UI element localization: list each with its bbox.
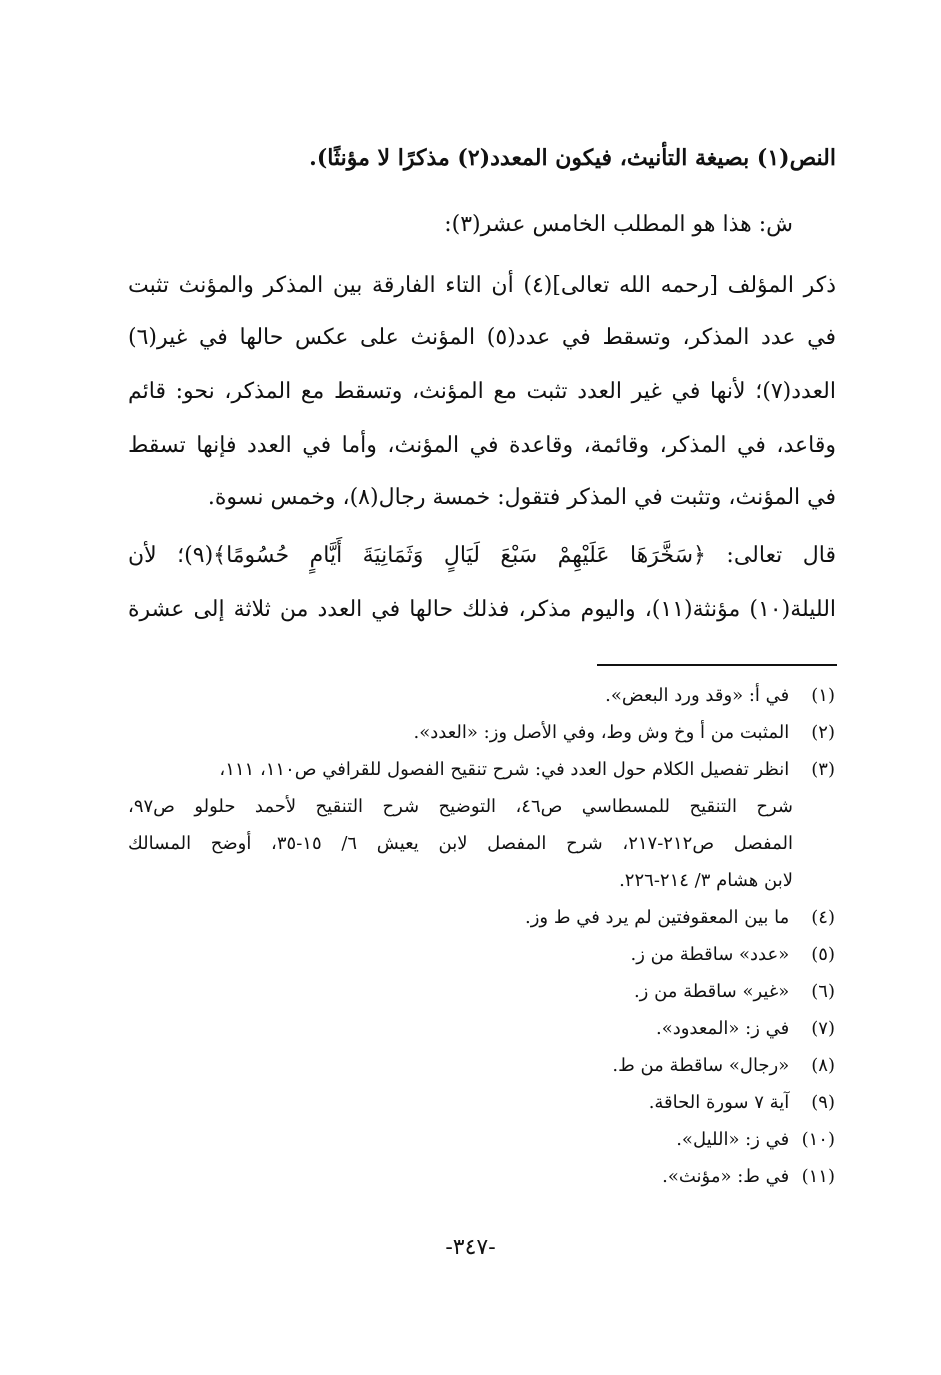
footnote-number: (٥) xyxy=(811,944,835,965)
footnote-text: في أ: «وقد ورد البعض». xyxy=(605,685,790,706)
footnote-9 xyxy=(649,1088,835,1118)
footnote-text: «عدد» ساقطة من ز. xyxy=(630,944,790,965)
footnote-text: «رجال» ساقطة من ط. xyxy=(612,1055,790,1076)
body-line-1: النص(١) بصيغة التأنيث، فيكون المعدد(٢) مذكرًا لا مؤنثًا). xyxy=(309,145,836,171)
body-line-9: الليلة(١٠) مؤنثة(١١)، واليوم مذكر، فذلك حالها في العدد من ثلاثة إلى عشرة xyxy=(128,597,836,622)
footnote-8 xyxy=(612,1051,835,1081)
footnote-number: (١) xyxy=(811,685,835,706)
footnote-number: (٢) xyxy=(811,722,835,743)
body-line-5: العدد(٧)؛ لأنها في غير العدد تثبت مع المؤنث، وتسقط مع المذكر، نحو: قائم xyxy=(128,379,836,404)
footnote-3-line-3: المفصل ص٢١٢-٢١٧، شرح المفصل لابن يعيش ٦/ ١٥-٣٥، أوضح المسالك xyxy=(128,833,793,854)
footnote-10 xyxy=(676,1125,835,1155)
footnote-text: انظر تفصيل الكلام حول العدد في: شرح تنقيح الفصول للقرافي ص١١٠، ١١١، xyxy=(219,759,790,780)
footnote-number: (٦) xyxy=(811,981,835,1002)
footnote-number: (٨) xyxy=(811,1055,835,1076)
footnote-number: (١١) xyxy=(801,1166,835,1187)
footnote-number: (١٠) xyxy=(801,1129,835,1150)
footnote-3-line-4: لابن هشام ٣/ ٢١٤-٢٢٦. xyxy=(619,870,793,891)
footnote-number: (٧) xyxy=(811,1018,835,1039)
footnote-6 xyxy=(634,977,835,1007)
footnote-5 xyxy=(631,940,835,970)
body-line-8: قال تعالى: ﴿سَخَّرَهَا عَلَيْهِمْ سَبْعَ لَيَالٍ وَثَمَانِيَةَ أَيَّامٍ حُسُومًا﴾(٩)؛ لأن xyxy=(128,543,836,568)
body-line-4: في عدد المذكر، وتسقط في عدد(٥) المؤنث على عكس حالها في غير(٦) xyxy=(128,325,836,350)
footnote-text: في ز: «المعدود». xyxy=(655,1018,790,1039)
footnote-number: (٣) xyxy=(811,759,835,780)
footnote-7 xyxy=(656,1014,835,1044)
page-number: -٣٤٧- xyxy=(445,1235,496,1260)
footnote-text: «غير» ساقطة من ز. xyxy=(633,981,790,1002)
footnote-1 xyxy=(605,681,835,711)
footnote-number: (٩) xyxy=(811,1092,835,1113)
body-line-6: وقاعد، في المذكر، وقائمة، وقاعدة في المؤنث، وأما في العدد فإنها تسقط xyxy=(128,433,836,458)
footnote-separator xyxy=(597,664,837,666)
body-line-3: ذكر المؤلف [رحمه الله تعالى](٤) أن التاء الفارقة بين المذكر والمؤنث تثبت xyxy=(128,273,836,298)
body-line-2: ش: هذا هو المطلب الخامس عشر(٣): xyxy=(444,212,793,237)
footnote-2 xyxy=(414,718,835,748)
footnote-text: المثبت من أ وخ وش وط، وفي الأصل وز: «العدد». xyxy=(413,722,790,743)
footnote-11 xyxy=(662,1162,835,1192)
body-line-7: في المؤنث، وتثبت في المذكر فتقول: خمسة رجال(٨)، وخمس نسوة. xyxy=(207,485,836,510)
footnote-4 xyxy=(525,903,835,933)
footnote-3 xyxy=(219,755,835,785)
footnote-text: آية ٧ سورة الحاقة. xyxy=(648,1092,790,1113)
footnote-number: (٤) xyxy=(811,907,835,928)
footnote-text: في ط: «مؤنث». xyxy=(662,1166,790,1187)
footnote-text: في ز: «الليل». xyxy=(676,1129,790,1150)
footnote-3-line-2: شرح التنقيح للمسطاسي ص٤٦، التوضيح شرح التنقيح لأحمد حلولو ص٩٧، xyxy=(128,796,793,817)
footnote-text: ما بين المعقوفتين لم يرد في ط وز. xyxy=(525,907,790,928)
